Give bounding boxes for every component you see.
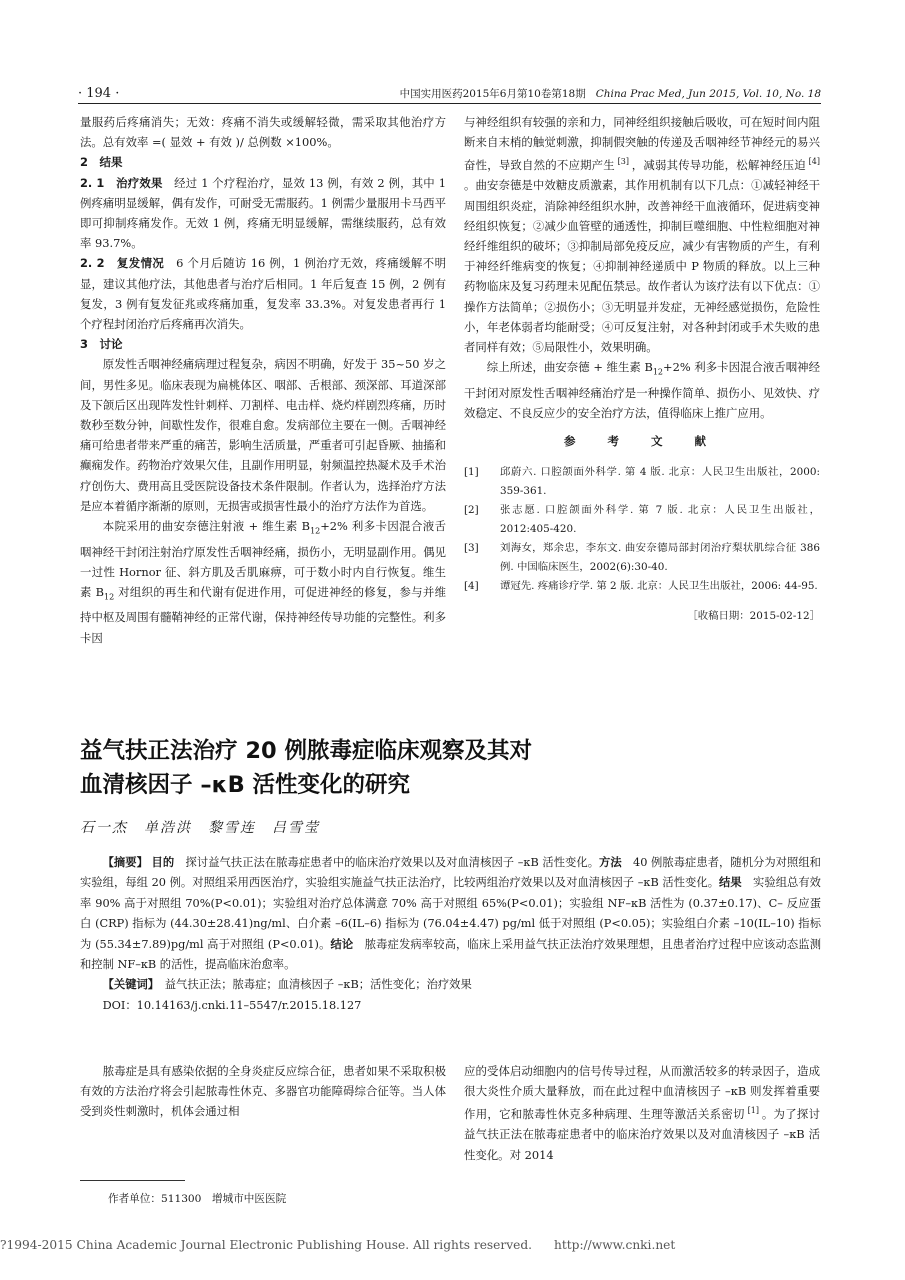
paragraph: 原发性舌咽神经痛病理过程复杂，病因不明确，好发于 35~50 岁之间，男性多见。临床表现为扁桃体区、咽部、舌根部、颈深部、耳道深部及下颌后区出现阵发性针刺样、刀割样、电击样、烧灼样剧烈疼痛，历时数秒至数分钟，间歇性发作，很难自愈。发病部位主要在一侧。舌咽神经痛可给患者带来严重的痛苦，影响生活质量，严重者可引起昏厥、抽搐和癫痫发作。药物治疗效果欠佳，且副作用明显，射频温控热凝术及手术治疗创伤大、费用高且受医院设备技术条件限制。作者认为，选择治疗方法是应本着循序渐渐的原则，无损害或损害性最小的治疗方法作为首选。 xyxy=(80,357,446,513)
paragraph: 应的受体启动细胞内的信号传导过程，从而激活较多的转录因子，造成很大炎性介质大量释放，而在此过程中血清核因子 –κB 则发挥着重要作用，它和脓毒性休克多种病理、生理等激活关系密切 [1] 。为了探讨益气扶正法在脓毒症患者中的临床治疗效果以及对血清核因子 –κB 活性变化。对 2014 xyxy=(464,1064,820,1162)
header-rule xyxy=(78,103,821,104)
cnki-link[interactable]: http://www.cnki.net xyxy=(554,1238,676,1252)
footnote-rule xyxy=(80,1180,185,1181)
reference-number: [2] xyxy=(464,504,479,517)
subsection-2-2: 2. 2 复发情况 6 个月后随访 16 例，1 例治疗无效，疼痛缓解不明显，建议其他疗法，其他患者与治疗后相同。1 年后复查 15 例，2 例有复发，3 例有复发征兆或疼痛加重，复发率 33.3%。对复发患者再行 1 个疗程封闭治疗后疼痛再次消失。 xyxy=(80,256,446,332)
left-column xyxy=(80,112,446,648)
copyright-text: ?1994-2015 China Academic Journal Electronic Publishing House. All rights reserved. xyxy=(0,1238,532,1252)
paragraph: 与神经组织有较强的亲和力，同神经组织接触后吸收，可在短时间内阻断来自末梢的触觉刺激，抑制假突触的传递及舌咽神经节神经元的易兴奋性，导致自然的不应期产生 [3] ，减弱其传导功能，松解神经压迫 [4] 。曲安奈德是中效糖皮质激素，其作用机制有以下几点：①减轻神经干周围组织炎症，消除神经组织水肿，改善神经干血液循环，促进病变神经组织恢复；②减少血管壁的通透性，抑制巨噬细胞、中性粒细胞对神经纤维组织的破坏；③抑制局部免疫反应，减少有害物质的产生，有利于神经纤维病变的恢复；④抑制神经递质中 P 物质的释放。以上三种药物临床及复习药理未见配伍禁忌。故作者认为该疗法有以下优点：①操作方法简单；②损伤小；③无明显并发症，无神经感觉损伤，危险性小，年老体弱者均能耐受；④可反复注射，对各种封闭或手术失败的患者同样有效；⑤局限性小，效果明确。 xyxy=(464,115,820,355)
reference-number: [3] xyxy=(464,542,479,555)
reference-item xyxy=(464,577,820,596)
subsection-2-1: 2. 1 治疗效果 经过 1 个疗程治疗，显效 13 例，有效 2 例，其中 1 例疼痛明显缓解，偶有发作，可耐受无需服药。1 例需少量服用卡马西平即可抑制疼痛发作。无效 1 例，疼痛无明显缓解，需继续服药，总有效率 93.7%。 xyxy=(80,175,446,251)
reference-item xyxy=(464,501,820,539)
paragraph: 综上所述，曲安奈德 + 维生素 $B_{12}+2\%$ 利多卡因混合液舌咽神经干封闭对原发性舌咽神经痛治疗是一种操作简单、损伤小、见效快、疗效稳定、不良反应少的安全治疗方法，值得临床上推广应用。 xyxy=(464,360,820,420)
reference-text: 张志愿. 口腔颌面外科学. 第 7 版. 北京：人民卫生出版社，2012:405-420. xyxy=(500,504,820,536)
citation: [1] xyxy=(744,1106,762,1116)
doi[interactable]: DOI：10.14163/j.cnki.11–5547/r.2015.18.127 xyxy=(102,998,362,1012)
keywords: 【关键词】 益气扶正法；脓毒症；血清核因子 –κB；活性变化；治疗效果 xyxy=(102,978,472,992)
journal-name-en: China Prac Med, Jun 2015, Vol. 10, No. 18 xyxy=(595,88,821,100)
reference-text: 谭冠先. 疼痛诊疗学. 第 2 版. 北京：人民卫生出版社，2006: 44-95. xyxy=(500,580,818,593)
reference-item xyxy=(464,463,820,501)
copyright-footer xyxy=(0,1238,675,1252)
reference-list xyxy=(464,463,820,596)
paragraph: 量服药后疼痛消失；无效：疼痛不消失或缓解轻微，需采取其他治疗方法。总有效率 =( 显效 + 有效 )/ 总例数 ×100%。 xyxy=(80,115,446,150)
reference-text: 刘海女，郑余忠，李东文. 曲安奈德局部封闭治疗梨状肌综合征 386 例. 中国临床医生，2002(6):30-40. xyxy=(500,542,820,574)
journal-name-cn: 中国实用医药2015年6月第10卷第18期 xyxy=(399,88,586,100)
running-header xyxy=(400,86,821,101)
received-date: ［收稿日期：2015-02-12］ xyxy=(687,610,820,623)
abstract xyxy=(80,853,821,1016)
right-column xyxy=(464,112,820,627)
authors: 石一杰 单浩洪 黎雪连 吕雪莹 xyxy=(80,820,320,836)
paragraph: 本院采用的曲安奈德注射液 + 维生素 $B_{12}+2\%$ 利多卡因混合液舌咽神经干封闭注射治疗原发性舌咽神经痛，损伤小，无明显副作用。偶见一过性 Hornor 征、斜方肌及舌肌麻痹，可于数小时内自行恢复。维生素 $B_{12}$ 对组织的再生和代谢有促进作用，可促进神经的修复，参与并维持中枢及周围有髓鞘神经的正常代谢，保持神经传导功能的完整性。利多卡因 xyxy=(80,519,446,645)
body-right-column xyxy=(464,1061,820,1165)
section-heading-discussion: 3 讨论 xyxy=(80,337,123,352)
citation: [4] xyxy=(805,157,820,167)
page-number: · 194 · xyxy=(78,86,120,101)
paragraph: 脓毒症是具有感染依据的全身炎症反应综合征，患者如果不采取积极有效的方法治疗将会引起脓毒性休克、多器官功能障碍综合征等。当人体受到炎性刺激时，机体会通过相 xyxy=(80,1064,446,1119)
article-title: 益气扶正法治疗 20 例脓毒症临床观察及其对 血清核因子 –κB 活性变化的研究 xyxy=(80,738,532,798)
references-heading: 参 考 文 献 xyxy=(563,434,720,449)
reference-number: [1] xyxy=(464,466,479,479)
abstract-body: 【摘要】 目的 探讨益气扶正法在脓毒症患者中的临床治疗效果以及对血清核因子 –κB 活性变化。方法 40 例脓毒症患者，随机分为对照组和实验组，每组 20 例。对照组采用西医治疗，实验组实施益气扶正法治疗，比较两组治疗效果以及对血清核因子 –κB 活性变化。结果 实验组总有效率 90% 高于对照组 70%(P<0.01)；实验组对治疗总体满意 70% 高于对照组 65%(P<0.01)；实验组 NF–κB 活性为 (0.37±0.17)、C– 反应蛋白 (CRP) 指标为 (44.30±28.41)ng/ml、白介素 –6(IL–6) 指标为 (76.04±4.47) pg/ml 低于对照组 (P<0.05)；实验组白介素 –10(IL–10) 指标为 (55.34±7.89)pg/ml 高于对照组 (P<0.01)。结论 脓毒症发病率较高，临床上采用益气扶正法治疗效果理想，且患者治疗过程中应该动态监测和控制 NF–κB 的活性，提高临床治愈率。 xyxy=(80,856,821,972)
reference-item xyxy=(464,539,820,577)
body-left-column xyxy=(80,1061,446,1122)
citation: [3] xyxy=(614,157,632,167)
reference-text: 邱蔚六. 口腔颌面外科学. 第 4 版. 北京：人民卫生出版社，2000: 359-361. xyxy=(500,466,820,498)
reference-number: [4] xyxy=(464,580,479,593)
section-heading-results: 2 结果 xyxy=(80,155,123,170)
author-affiliation: 作者单位：511300 增城市中医医院 xyxy=(108,1193,287,1205)
